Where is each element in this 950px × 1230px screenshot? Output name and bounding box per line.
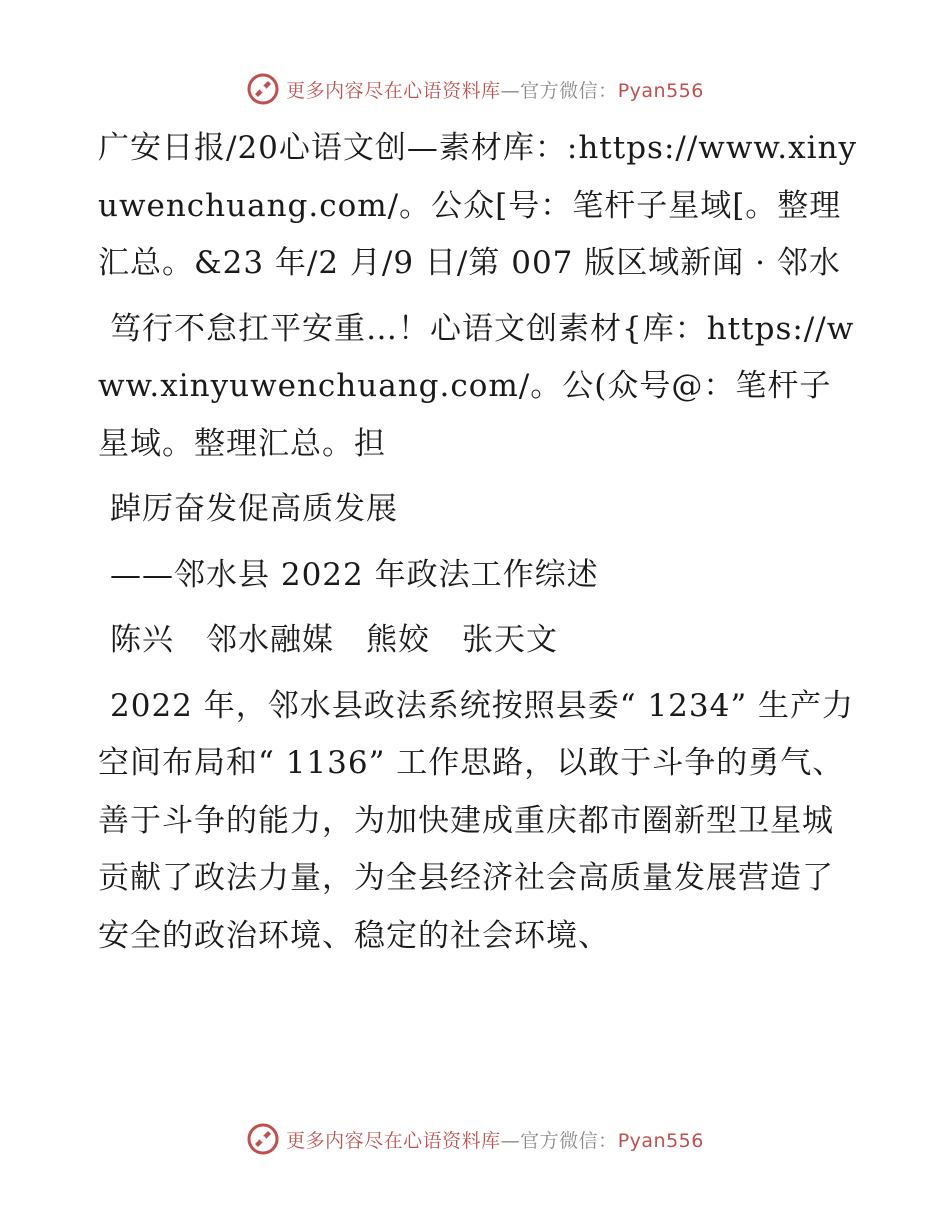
body-paragraph: 2022 年，邻水县政法系统按照县委“ 1234” 生产力空间布局和“ 1136” 工作思路，以敢于斗争的勇气、善于斗争的能力，为加快建成重庆都市圈新型卫星城贡献了政法力量，为全县经济社会高质量发展营造了安全的政治环境、稳定的社会环境、 xyxy=(98,687,855,954)
header-watermark xyxy=(0,72,950,106)
watermark-wechat-label: 官方微信： xyxy=(520,79,618,102)
footer-watermark xyxy=(0,1122,950,1156)
source-line: 广安日报/20心语文创—素材库：:https://www.xinyuwenchuang.com/。公众[号：笔杆子星域[。整理汇总。&23 年/2 月/9 日/第 007 版区域新闻 · 邻水 xyxy=(98,130,857,281)
watermark-brand: 更多内容尽在心语资料库 xyxy=(286,79,501,102)
watermark-separator: — xyxy=(500,79,521,102)
watermark-wechat-id: Pyan556 xyxy=(617,79,704,102)
document-body xyxy=(98,120,858,973)
watermark-brand: 更多内容尽在心语资料库 xyxy=(286,1129,501,1152)
headline-continued: 踔厉奋发促高质发展 xyxy=(110,491,398,527)
byline: 陈兴 邻水融媒 熊姣 张天文 xyxy=(110,622,558,658)
seal-logo-icon xyxy=(246,72,280,106)
watermark-wechat-label: 官方微信： xyxy=(520,1129,618,1152)
headline: 笃行不怠扛平安重…！心语文创素材{库：https://www.xinyuwenchuang.com/。公(众号@：笔杆子星域。整理汇总。担 xyxy=(98,310,855,462)
seal-logo-icon xyxy=(246,1122,280,1156)
watermark-wechat-id: Pyan556 xyxy=(617,1129,704,1152)
watermark-text xyxy=(286,1126,704,1153)
watermark-separator: — xyxy=(500,1129,521,1152)
watermark-text xyxy=(286,76,704,103)
subtitle: ——邻水县 2022 年政法工作综述 xyxy=(110,556,599,593)
